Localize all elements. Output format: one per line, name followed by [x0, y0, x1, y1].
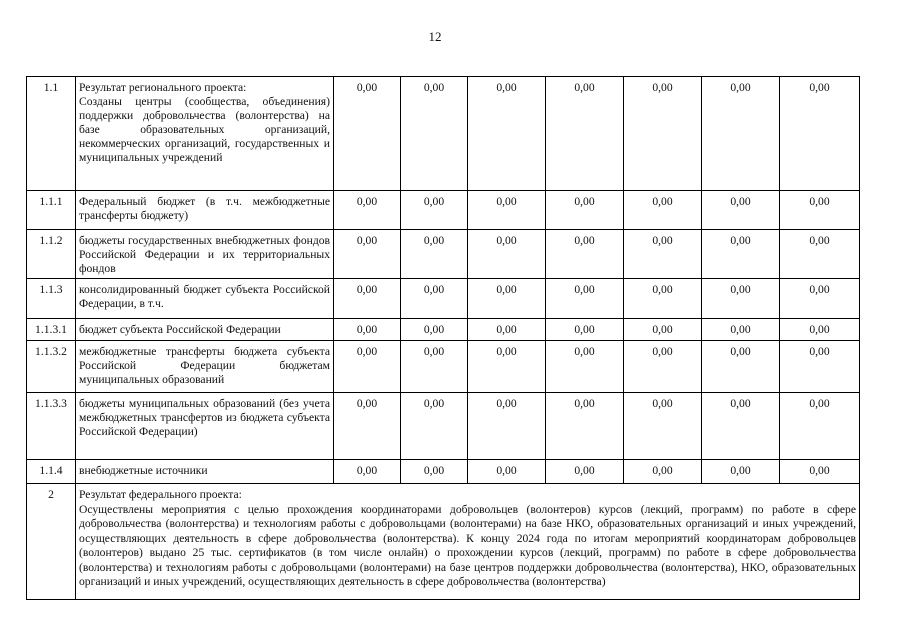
value-cell: 0,00 — [401, 460, 468, 484]
value-cell: 0,00 — [401, 319, 468, 341]
value-cell: 0,00 — [624, 230, 702, 279]
value-cell: 0,00 — [546, 230, 624, 279]
value-cell: 0,00 — [334, 279, 401, 319]
value-cell: 0,00 — [702, 77, 780, 191]
value-cell: 0,00 — [468, 393, 546, 460]
value-cell: 0,00 — [468, 319, 546, 341]
value-cell: 0,00 — [334, 77, 401, 191]
row-code: 1.1 — [27, 77, 76, 191]
row-code: 1.1.4 — [27, 460, 76, 484]
value-cell: 0,00 — [468, 77, 546, 191]
value-cell: 0,00 — [624, 460, 702, 484]
table-row — [27, 191, 860, 230]
row-description — [76, 460, 334, 484]
value-cell: 0,00 — [702, 279, 780, 319]
value-cell: 0,00 — [546, 341, 624, 393]
value-cell: 0,00 — [468, 279, 546, 319]
value-cell: 0,00 — [624, 393, 702, 460]
value-cell: 0,00 — [780, 460, 860, 484]
table-row — [27, 460, 860, 484]
value-cell: 0,00 — [624, 341, 702, 393]
value-cell: 0,00 — [780, 230, 860, 279]
value-cell: 0,00 — [624, 319, 702, 341]
row-description — [76, 341, 334, 393]
table-body — [27, 77, 860, 600]
row-code: 1.1.3.2 — [27, 341, 76, 393]
row-description — [76, 191, 334, 230]
description-line: бюджеты муниципальных образований (без учета межбюджетных трансфертов из бюджета субъекта Российской Федерации) — [79, 397, 330, 438]
value-cell: 0,00 — [334, 460, 401, 484]
value-cell: 0,00 — [546, 393, 624, 460]
table-row — [27, 341, 860, 393]
row-code: 1.1.3 — [27, 279, 76, 319]
value-cell: 0,00 — [702, 460, 780, 484]
description-line: Федеральный бюджет (в т.ч. межбюджетные трансферты бюджету) — [79, 195, 330, 222]
value-cell: 0,00 — [780, 319, 860, 341]
description-line: бюджет субъекта Российской Федерации — [79, 323, 281, 336]
value-cell: 0,00 — [546, 279, 624, 319]
value-cell: 0,00 — [624, 279, 702, 319]
row-description — [76, 393, 334, 460]
value-cell: 0,00 — [401, 191, 468, 230]
value-cell: 0,00 — [401, 77, 468, 191]
value-cell: 0,00 — [546, 77, 624, 191]
row-code: 1.1.3.1 — [27, 319, 76, 341]
table-row — [27, 77, 860, 191]
description-line: межбюджетные трансферты бюджета субъекта Российской Федерации бюджетам муниципальных образований — [79, 345, 330, 386]
table-row — [27, 279, 860, 319]
value-cell: 0,00 — [401, 341, 468, 393]
value-cell: 0,00 — [780, 341, 860, 393]
value-cell: 0,00 — [780, 77, 860, 191]
value-cell: 0,00 — [334, 319, 401, 341]
value-cell: 0,00 — [702, 393, 780, 460]
value-cell: 0,00 — [334, 191, 401, 230]
value-cell: 0,00 — [780, 393, 860, 460]
value-cell: 0,00 — [468, 230, 546, 279]
description-line: Результат регионального проекта: — [79, 81, 247, 94]
description-line: Осуществлены мероприятия с целью прохождения координаторами добровольцев (волонтеров) курсов (лекций, программ) по работе в сфере добровольчества (волонтерства) и технологиям работы с добровольцами (волонтерами) на базе НКО, образовательных организаций и иных учреждений, осуществляющих деятельность в сфере добровольчества (волонтерства). К концу 2024 года по итогам мероприятий координаторам добровольцев (волонтеров) выдано 25 тыс. сертификатов (в том числе онлайн) о прохождении курсов (лекций, программ) по работе в сфере добровольчества (волонтерства) и технологиям работы с добровольцами (волонтерами) на базе центров поддержки добровольчества (волонтерства), НКО, образовательных организаций и иных учреждений, осуществляющих деятельность в сфере добровольчества (волонтерства) — [79, 502, 856, 588]
value-cell: 0,00 — [468, 341, 546, 393]
value-cell: 0,00 — [468, 191, 546, 230]
row-code: 1.1.1 — [27, 191, 76, 230]
federal-project-description — [76, 484, 860, 600]
row-description — [76, 279, 334, 319]
row-code: 1.1.3.3 — [27, 393, 76, 460]
value-cell: 0,00 — [401, 230, 468, 279]
value-cell: 0,00 — [546, 319, 624, 341]
value-cell: 0,00 — [546, 460, 624, 484]
description-line: Результат федерального проекта: — [79, 488, 242, 501]
table-row — [27, 393, 860, 460]
value-cell: 0,00 — [334, 393, 401, 460]
value-cell: 0,00 — [546, 191, 624, 230]
value-cell: 0,00 — [702, 341, 780, 393]
page-number: 12 — [428, 29, 442, 44]
value-cell: 0,00 — [468, 460, 546, 484]
row-description — [76, 77, 334, 191]
value-cell: 0,00 — [334, 230, 401, 279]
value-cell: 0,00 — [780, 191, 860, 230]
table-row — [27, 319, 860, 341]
value-cell: 0,00 — [624, 77, 702, 191]
value-cell: 0,00 — [334, 341, 401, 393]
row-description — [76, 230, 334, 279]
value-cell: 0,00 — [702, 319, 780, 341]
value-cell: 0,00 — [780, 279, 860, 319]
budget-table — [26, 76, 860, 600]
value-cell: 0,00 — [702, 191, 780, 230]
value-cell: 0,00 — [624, 191, 702, 230]
value-cell: 0,00 — [401, 279, 468, 319]
value-cell: 0,00 — [401, 393, 468, 460]
value-cell: 0,00 — [702, 230, 780, 279]
row-code: 2 — [27, 484, 76, 600]
table-row — [27, 230, 860, 279]
description-line: консолидированный бюджет субъекта Российской Федерации, в т.ч. — [79, 283, 330, 310]
federal-project-row — [27, 484, 860, 600]
description-line: внебюджетные источники — [79, 464, 208, 477]
row-description — [76, 319, 334, 341]
row-code: 1.1.2 — [27, 230, 76, 279]
description-line: Созданы центры (сообщества, объединения) поддержки добровольчества (волонтерства) на базе образовательных организаций, некоммерческих организаций, государственных и муниципальных учреждений — [79, 95, 330, 164]
description-line: бюджеты государственных внебюджетных фондов Российской Федерации и их территориальных фондов — [79, 234, 330, 275]
